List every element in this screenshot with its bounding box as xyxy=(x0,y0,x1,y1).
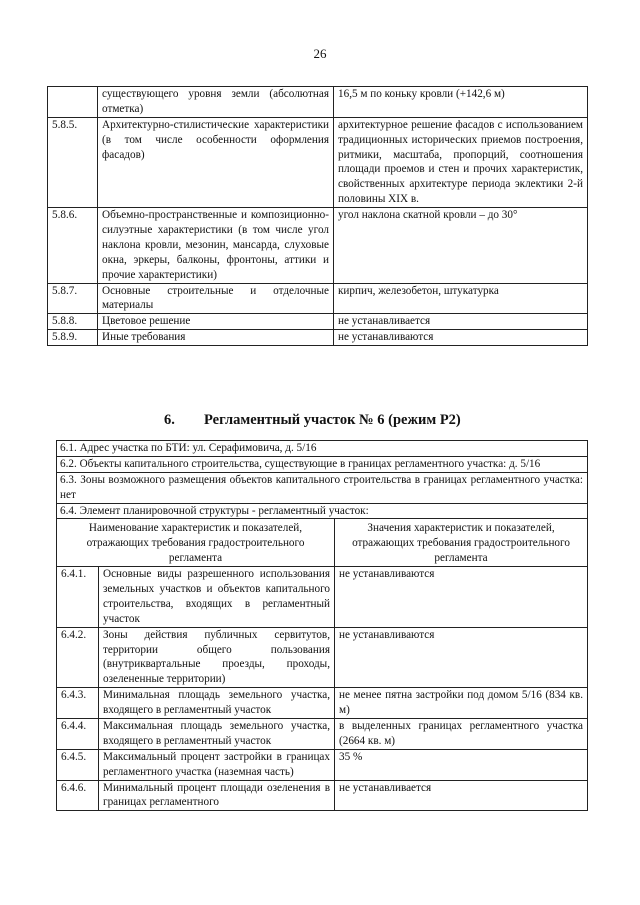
characteristic-value: 16,5 м по коньку кровли (+142,6 м) xyxy=(334,87,588,118)
row-number: 6.4.5. xyxy=(57,749,99,780)
info-row xyxy=(57,472,588,503)
row-number: 6.4.6. xyxy=(57,780,99,811)
characteristic-value: не устанавливается xyxy=(335,780,588,811)
placement-zones-info: 6.3. Зоны возможного размещения объектов капитального строительства в границах регламентного участка: нет xyxy=(57,472,588,503)
header-values: Значения характеристик и показателей, отражающих требования градостроительного регламента xyxy=(335,519,588,567)
characteristic-value: кирпич, железобетон, штукатурка xyxy=(334,283,588,314)
table-row xyxy=(57,749,588,780)
info-row xyxy=(57,503,588,519)
existing-objects-info: 6.2. Объекты капитального строительства, существующие в границах регламентного участка: д. 5/16 xyxy=(57,456,588,472)
row-number xyxy=(48,87,98,118)
characteristic-value: не устанавливаются xyxy=(335,627,588,688)
address-info: 6.1. Адрес участка по БТИ: ул. Серафимовича, д. 5/16 xyxy=(57,441,588,457)
section-title: Регламентный участок № 6 (режим Р2) xyxy=(204,412,461,428)
characteristic-value: не устанавливаются xyxy=(334,330,588,346)
characteristic-value: не менее пятна застройки под домом 5/16 (834 кв. м) xyxy=(335,688,588,719)
regulation-table-6 xyxy=(56,440,588,811)
row-number: 5.8.5. xyxy=(48,117,98,207)
table-row xyxy=(48,208,588,283)
characteristic-value: архитектурное решение фасадов с использованием традиционных исторических приемов построения, ритмики, масштаба, пропорций, соотношения площади проемов и стен и прочих характеристик, свойственных архитектуре периода эклектики 2-й половины XIX в. xyxy=(334,117,588,207)
table-row xyxy=(57,627,588,688)
characteristic-name: Основные виды разрешенного использования земельных участков и объектов капитального строительства, входящих в регламентный участок xyxy=(99,567,335,628)
characteristic-name: Зоны действия публичных сервитутов, территории общего пользования (внутриквартальные проезды, проходы, озелененные территории) xyxy=(99,627,335,688)
characteristic-name: Минимальная площадь земельного участка, входящего в регламентный участок xyxy=(99,688,335,719)
characteristic-name: Архитектурно-стилистические характеристики (в том числе особенности оформления фасадов) xyxy=(98,117,334,207)
characteristic-value: не устанавливается xyxy=(334,314,588,330)
row-number: 5.8.9. xyxy=(48,330,98,346)
table-row xyxy=(48,283,588,314)
characteristic-value: угол наклона скатной кровли – до 30° xyxy=(334,208,588,283)
header-row xyxy=(57,519,588,567)
table-row xyxy=(48,117,588,207)
characteristic-value: в выделенных границах регламентного участка (2664 кв. м) xyxy=(335,719,588,750)
row-number: 6.4.3. xyxy=(57,688,99,719)
characteristic-value: не устанавливаются xyxy=(335,567,588,628)
section-heading xyxy=(164,412,461,429)
row-number: 6.4.1. xyxy=(57,567,99,628)
characteristic-name: существующего уровня земли (абсолютная отметка) xyxy=(98,87,334,118)
row-number: 5.8.6. xyxy=(48,208,98,283)
table-row xyxy=(48,314,588,330)
characteristic-name: Максимальная площадь земельного участка, входящего в регламентный участок xyxy=(99,719,335,750)
planning-element-info: 6.4. Элемент планировочной структуры - регламентный участок: xyxy=(57,503,588,519)
info-row xyxy=(57,441,588,457)
characteristic-name: Цветовое решение xyxy=(98,314,334,330)
table-row xyxy=(48,330,588,346)
table-row xyxy=(57,780,588,811)
characteristic-name: Максимальный процент застройки в границах регламентного участка (наземная часть) xyxy=(99,749,335,780)
table-row xyxy=(48,87,588,118)
characteristic-name: Минимальный процент площади озеленения в границах регламентного xyxy=(99,780,335,811)
section-number: 6. xyxy=(164,412,175,428)
table-row xyxy=(57,719,588,750)
row-number: 6.4.2. xyxy=(57,627,99,688)
table-row xyxy=(57,567,588,628)
table-row xyxy=(57,688,588,719)
characteristic-name: Основные строительные и отделочные материалы xyxy=(98,283,334,314)
page-number: 26 xyxy=(313,46,327,61)
regulation-table-5-8 xyxy=(47,86,588,346)
row-number: 5.8.7. xyxy=(48,283,98,314)
characteristic-name: Иные требования xyxy=(98,330,334,346)
row-number: 6.4.4. xyxy=(57,719,99,750)
characteristic-value: 35 % xyxy=(335,749,588,780)
info-row xyxy=(57,456,588,472)
header-characteristics: Наименование характеристик и показателей, отражающих требования градостроительного регламента xyxy=(57,519,335,567)
characteristic-name: Объемно-пространственные и композиционно-силуэтные характеристики (в том числе угол наклона кровли, мезонин, мансарда, слуховые окна, эркеры, балконы, фронтоны, аттики и прочие характеристики) xyxy=(98,208,334,283)
row-number: 5.8.8. xyxy=(48,314,98,330)
